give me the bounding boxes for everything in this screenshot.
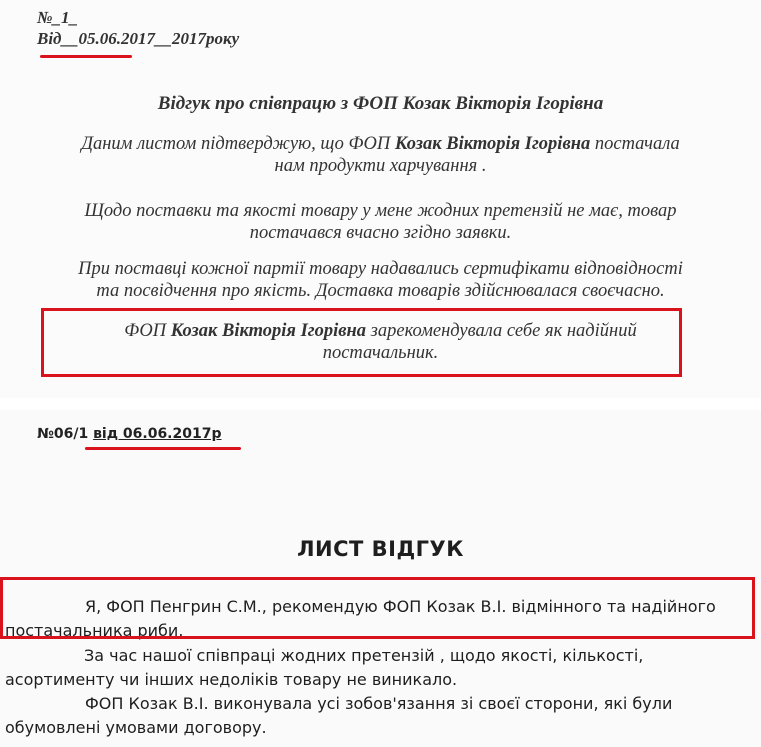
paragraph-line: За час нашої співпраці жодних претензій , щодо якості, кількості, <box>84 646 644 665</box>
paragraph-line: Я, ФОП Пенгрин С.М., рекомендую ФОП Козак В.І. відмінного та надійного <box>85 597 716 616</box>
paragraph-line: При поставці кожної партії товару надавались сертифікати відповідності <box>78 259 683 279</box>
paragraph-line: постачальника риби. <box>5 621 184 640</box>
letter-2-scan <box>0 410 761 747</box>
letter-2-paragraph-3 <box>5 692 755 740</box>
paragraph-line: асортименту чи інших недоліків товару не виникало. <box>5 670 458 689</box>
letter-1-number: №_1_ <box>37 8 79 27</box>
text-segment: зарекомендувала себе як надійний <box>366 321 637 341</box>
number-date: від 06.06.2017р <box>93 426 222 442</box>
letter-1-paragraph-3 <box>0 258 761 302</box>
paragraph-line <box>0 133 761 155</box>
letter-2-number <box>37 426 222 442</box>
bold-name: Козак Вікторія Ігорівна <box>394 134 591 154</box>
paragraph-line: постачався вчасно згідно заявки. <box>249 223 512 243</box>
red-highlight-box-1 <box>41 308 682 377</box>
text-segment: постачала <box>590 134 680 154</box>
paragraph-line: та посвідчення про якість. Доставка товарів здійснювалася своєчасно. <box>96 281 665 301</box>
paragraph-line: ФОП Козак В.І. виконувала усі зобов'язання зі своєї сторони, які були <box>85 694 673 713</box>
paragraph-line: Щодо поставки та якості товару у мене жодних претензій не має, товар <box>84 201 677 221</box>
red-underline-date-1 <box>40 55 132 58</box>
letter-1-paragraph-1 <box>0 133 761 177</box>
red-underline-date-2 <box>85 447 241 450</box>
letter-1-date: Від__05.06.2017__2017року <box>37 29 240 48</box>
letter-1-title: Відгук про співпрацю з ФОП Козак Вікторія Ігорівна <box>157 93 604 114</box>
letter-2-paragraph-2 <box>5 644 755 692</box>
bold-name: Козак Вікторія Ігорівна <box>170 321 367 341</box>
paragraph-line: постачальник. <box>322 343 439 363</box>
text-segment: ФОП <box>124 321 171 341</box>
letter-2-title: ЛИСТ ВІДГУК <box>297 537 464 561</box>
divider <box>0 398 761 410</box>
letter-1-paragraph-2 <box>0 200 761 244</box>
paragraph-line: нам продукти харчування . <box>274 156 487 176</box>
red-highlight-box-2 <box>0 577 755 639</box>
paragraph-line: обумовлені умовами договору. <box>5 718 267 737</box>
text-segment: Даним листом підтверджую, що ФОП <box>81 134 395 154</box>
number-prefix: №06/1 <box>37 426 94 442</box>
